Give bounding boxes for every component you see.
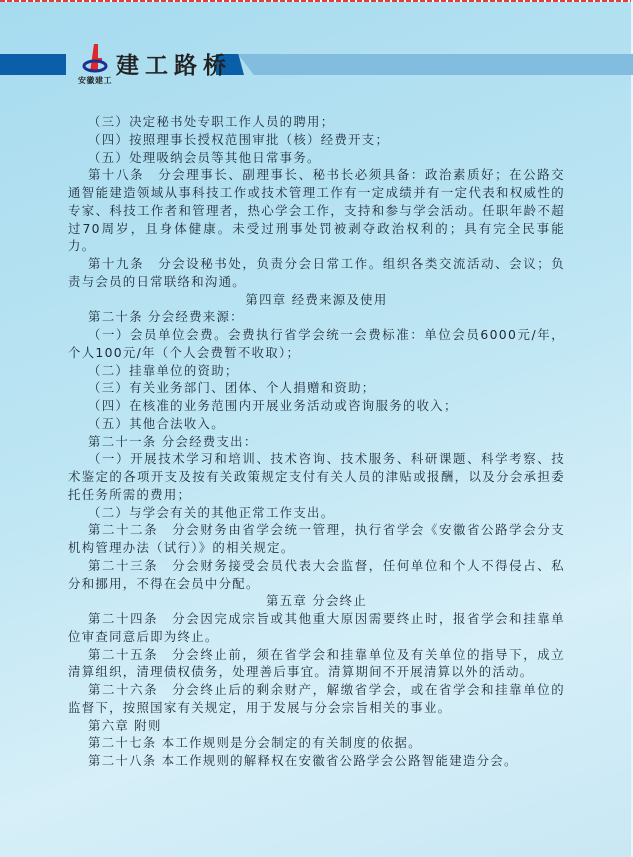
top-border [0,0,633,2]
paragraph: 第二十二条 分会财务由省学会统一管理，执行省学会《安徽省公路学会分支机构管理办法（试行）》的相关规定。 [68,522,565,555]
paragraph: 第二十条 分会经费来源： [88,309,244,325]
paragraph: 第十九条 分会设秘书处，负责分会日常工作。组织各类交流活动、会议；负责与会员的日常联络和沟通。 [68,256,565,289]
paragraph: （五）其他合法收入。 [88,415,225,431]
chapter-heading: 第四章 经费来源及使用 [245,291,388,307]
document-body [68,113,565,770]
paragraph: （二）与学会有关的其他正常工作支出。 [88,504,335,520]
paragraph: （三）有关业务部门、团体、个人捐赠和资助； [88,380,376,396]
paragraph: 第六章 附则 [88,717,162,733]
paragraph: 第二十四条 分会因完成宗旨或其他重大原因需要终止时，报省学会和挂靠单位审查同意后即为终止。 [68,611,565,644]
paragraph: （一）开展技术学习和培训、技术咨询、技术服务、科研课题、科学考察、技术鉴定的各项开支及按有关政策规定支付有关人员的津贴或报酬，以及分会承担委托任务所需的费用； [68,451,565,502]
paragraph: 第二十五条 分会终止前，须在省学会和挂靠单位及有关单位的指导下，成立清算组织，清理债权债务，处理善后事宜。清算期间不开展清算以外的活动。 [68,646,565,680]
paragraph: 第二十三条 分会财务接受会员代表大会监督，任何单位和个人不得侵占、私分和挪用，不得在会员中分配。 [68,557,565,591]
paragraph: 第二十六条 分会终止后的剩余财产，解缴省学会，或在省学会和挂靠单位的监督下，按照国家有关规定，用于发展与分会宗旨相关的事业。 [68,682,565,715]
paragraph: （一）会员单位会费。会费执行省学会统一会费标准：单位会员6000元/年，个人100元/年（个人会费暂不收取）； [68,327,565,360]
paragraph: 第二十七条 本工作规则是分会制定的有关制度的依据。 [88,735,422,751]
paragraph: （四）在核准的业务范围内开展业务活动或咨询服务的收入； [88,398,458,413]
header-bar-right [238,54,633,75]
paragraph: （五）处理吸纳会员等其他日常事务。 [88,149,321,165]
brand-title: 建工路桥 [116,52,232,79]
paragraph: （三）决定秘书处专职工作人员的聘用； [88,114,335,129]
logo-text: 安徽建工 [78,76,112,85]
chapter-heading: 第五章 分会终止 [265,593,368,609]
header-bar-left [0,54,66,75]
paragraph: （二）挂靠单位的资助； [88,362,239,378]
paragraph: 第二十一条 分会经费支出： [88,433,258,449]
paragraph: 第二十八条 本工作规则的解释权在安徽省公路学会公路智能建造分会。 [88,753,518,768]
paragraph: （四）按照理事长授权范围审批（核）经费开支； [88,131,390,147]
paragraph: 第十八条 分会理事长、副理事长、秘书长必须具备：政治素质好；在公路交通智能建造领域从事科技工作或技术管理工作有一定成绩并有一定代表和权威性的专家、科技工作者和管理者，热心学会工作，支持和参与学会活动。任职年龄不超过70周岁，且身体健康。未受过刑事处罚被剥夺政治权利的；具有完全民事能力。 [68,167,565,254]
